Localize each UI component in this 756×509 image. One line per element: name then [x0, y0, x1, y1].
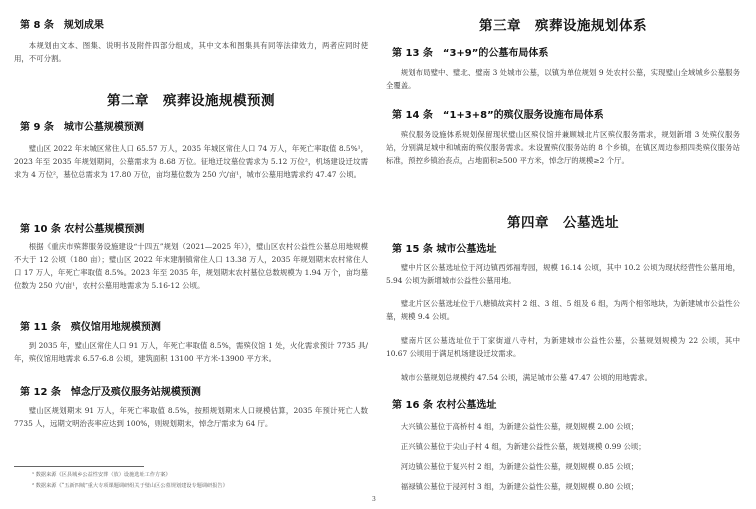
- article-16-heading: 第 16 条 农村公墓选址: [392, 400, 497, 411]
- article-13-text: 规划布局璧中、璧北、璧南 3 处城市公墓，以镇为单位规划 9 处农村公墓，实现璧山全域城乡公墓服务全覆盖。: [386, 68, 740, 90]
- footnote-2: ² 数据来源《“五新四城”重大专项课题调研组关于璧山区公墓规划建设专题调研报告》: [32, 483, 228, 489]
- article-15-paragraph-4: 城市公墓规划总规模约 47.54 公顷，满足城市公墓 47.47 公顷的用地需求。: [400, 373, 653, 382]
- article-14-text: 殡仪服务设施体系规划保留现状璧山区殡仪馆并兼顾城北片区殡仪服务需求，规划新增 3 处殡仪服务站，分别满足城中和城南的殡仪服务需求。未设置殡仪服务站的 8 个乡镇，在镇区周边参照四类殡仪服务站标准，预控乡镇治丧点，占地面积≥500 平方米，悼念厅的规模≥2 个厅。: [386, 130, 740, 165]
- article-16-item: 河边镇公墓位于复兴村 2 组，为新建公益性公墓，规划规模 0.85 公顷；: [400, 462, 639, 471]
- article-12-heading: 第 12 条 悼念厅及殡仪服务站规模预测: [20, 387, 201, 398]
- article-15-paragraph-1: 璧中片区公墓选址位于河边镇西郊福寿园，规模 16.14 公顷，其中 10.2 公顷为现状经营性公墓用地，5.94 公顷为新增城市公益性公墓用地。: [386, 263, 740, 285]
- article-16-item: 福禄镇公墓位于浸河村 3 组，为新建公益性公墓，规划规模 0.80 公顷；: [400, 482, 639, 491]
- article-15-paragraph-3: 璧南片区公墓选址位于丁家街道八寺村，为新建城市公益性公墓，公墓规划规模为 22 公顷，其中 10.67 公顷用于满足机场建设迁坟需求。: [386, 336, 740, 358]
- article-16-item: 大兴镇公墓位于高桥村 4 组，为新建公益性公墓，规划规模 2.00 公顷；: [400, 422, 639, 431]
- article-13-heading: 第 13 条 “3+9”的公墓布局体系: [392, 48, 549, 59]
- article-11-text: 到 2035 年，璧山区常住人口 91 万人，年死亡率取值 8.5%，需殡仪馆 1 处，火化需求预计 7735 具/年，殡仪馆用地需求 6.57-6.8 公顷，建筑面积 13100 平方米-13900 平方米。: [14, 341, 368, 363]
- article-14-heading: 第 14 条 “1+3+8”的殡仪服务设施布局体系: [392, 110, 604, 121]
- chapter-2-heading: 第二章 殡葬设施规模预测: [107, 93, 275, 109]
- footnote-1: ¹ 数据来源《区县城乡公益性安葬（放）设施选址工作方案》: [32, 472, 171, 478]
- page-number: 3: [372, 496, 376, 503]
- article-16-item: 正兴镇公墓位于尖山子村 4 组，为新建公益性公墓，规划规模 0.99 公顷；: [400, 442, 646, 451]
- article-12-text: 璧山区规划期末 91 万人，年死亡率取值 8.5%，按照规划期末人口规模估算，2035 年预计死亡人数 7735 人，远期文明治丧率应达到 100%，则规划期末，悼念厅需求为 64 厅。: [14, 406, 368, 428]
- article-15-heading: 第 15 条 城市公墓选址: [392, 244, 497, 255]
- article-9-text: 璧山区 2022 年末城区常住人口 65.57 万人，2035 年城区常住人口 74 万人，年死亡率取值 8.5%¹，2023 年至 2035 年规划期间，公墓需求为 8.68 万位。征地迁坟墓位需求为 5.12 万位²，机场建设迁坟需求为 4 万位²，墓位总需求为 17.80 万位，亩均墓位数为 250 穴/亩¹，城市公墓用地需求约 47.47 公顷。: [14, 144, 368, 179]
- article-10-text: 根据《重庆市殡葬服务设施建设“十四五”规划（2021—2025 年）》，璧山区农村公益性公墓总用地规模不大于 12 公顷（180 亩）；璧山区 2022 年末建制镇常住人口 13.38 万人，2035 年规划期末农村常住人口 17 万人，年死亡率取值 8.5%。2023 年至 2035 年，规划期末农村墓位总数规模为 1.94 万个，亩均墓位数为 250 穴/亩¹，农村公墓用地需求为 5.16-12 公顷。: [14, 242, 368, 290]
- article-11-heading: 第 11 条 殡仪馆用地规模预测: [20, 322, 161, 333]
- article-9-heading: 第 9 条 城市公墓规模预测: [20, 122, 144, 133]
- article-10-heading: 第 10 条 农村公墓规模预测: [20, 224, 145, 235]
- article-8-heading: 第 8 条 规划成果: [20, 20, 104, 31]
- article-8-text: 本规划由文本、图集、说明书及附件四部分组成，其中文本和图集具有同等法律效力，两者应同时使用，不可分割。: [14, 41, 368, 63]
- chapter-3-heading: 第三章 殡葬设施规划体系: [479, 18, 647, 34]
- article-15-paragraph-2: 璧北片区公墓选址位于八塘镇故宾村 2 组、3 组、5 组及 6 组，为两个相邻地块，为新建城市公益性公墓，规模 9.4 公顷。: [386, 299, 740, 321]
- chapter-4-heading: 第四章 公墓选址: [507, 215, 619, 231]
- footnote-divider: [14, 466, 144, 467]
